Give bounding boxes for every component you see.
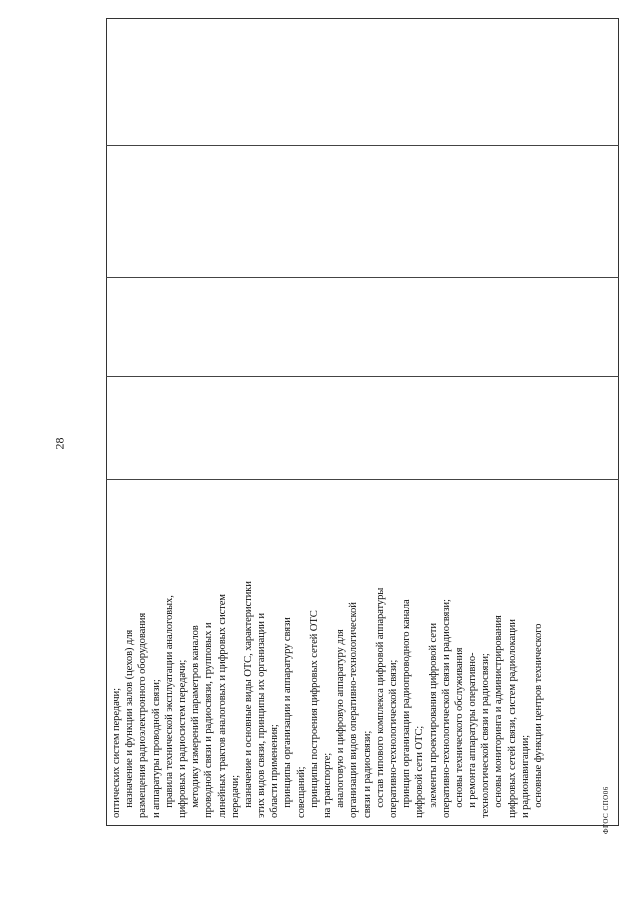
text-line: оперативно-технологической связи и радиосвязи; bbox=[440, 599, 452, 818]
text-line: элементы проектирования цифровой сети bbox=[427, 623, 439, 818]
text-line: и аппаратуры проводной связи; bbox=[150, 679, 162, 818]
text-line: основные функции центров технического bbox=[533, 623, 544, 818]
text-line: назначение и функции залов (цехов) для bbox=[124, 629, 136, 818]
text-line: основы технического обслуживания bbox=[453, 647, 465, 818]
text-line: оптических систем передачи; bbox=[111, 688, 122, 818]
text-line: технологической связи и радиосвязи; bbox=[480, 653, 492, 818]
rotated-page bbox=[106, 18, 619, 834]
text-line: оперативно-технологической связи; bbox=[387, 659, 399, 818]
text-line: и радионавигации; bbox=[519, 734, 531, 818]
text-line: принципы построения цифровых сетей ОТС bbox=[308, 610, 320, 818]
text-line: и ремонта аппаратуры оперативно- bbox=[467, 652, 479, 818]
text-line: цифровых сетей связи, систем радиолокации bbox=[506, 619, 518, 818]
text-line: связи и радиосвязи; bbox=[361, 730, 373, 818]
text-line: на транспорте; bbox=[322, 752, 333, 818]
text-line: состав типового комплекса цифровой аппаратуры bbox=[374, 587, 386, 818]
column-divider bbox=[106, 145, 619, 146]
text-line: этих видов связи, принципы их организации и bbox=[256, 613, 268, 818]
text-line: правила технической эксплуатации аналоговых, bbox=[163, 595, 175, 818]
text-line: области применения; bbox=[269, 724, 281, 818]
text-line: совещаний; bbox=[295, 766, 307, 818]
text-line: организации видов оперативно-технологической bbox=[348, 602, 360, 818]
text-line: методику измерений параметров каналов bbox=[190, 625, 202, 818]
text-line: линейных трактов аналоговых и цифровых систем bbox=[216, 594, 228, 818]
text-line: проводной связи и радиосвязи, групповых и bbox=[203, 622, 215, 818]
text-line: цифровых и радиосистем передачи; bbox=[176, 659, 188, 818]
requirements-text bbox=[110, 482, 545, 818]
text-line: аналоговую и цифровую аппаратуру для bbox=[335, 629, 347, 818]
text-line: размещения радиоэлектронного оборудования bbox=[137, 612, 149, 818]
text-line: принцип организации радиопроводного канала bbox=[401, 599, 413, 818]
text-line: цифровой сети ОТС; bbox=[414, 725, 426, 818]
text-line: передачи; bbox=[229, 775, 241, 818]
content-column bbox=[106, 480, 619, 826]
text-line: основы мониторинга и администрирования bbox=[493, 615, 505, 818]
text-line: назначение и основные виды ОТС, характеристики bbox=[242, 581, 254, 818]
text-line: принципы организации и аппаратуру связи bbox=[282, 617, 294, 818]
page-number: 28 bbox=[52, 437, 67, 450]
column-divider bbox=[106, 376, 619, 377]
footer-stamp: ФГОС СПО06 bbox=[602, 786, 610, 834]
column-divider bbox=[106, 277, 619, 278]
